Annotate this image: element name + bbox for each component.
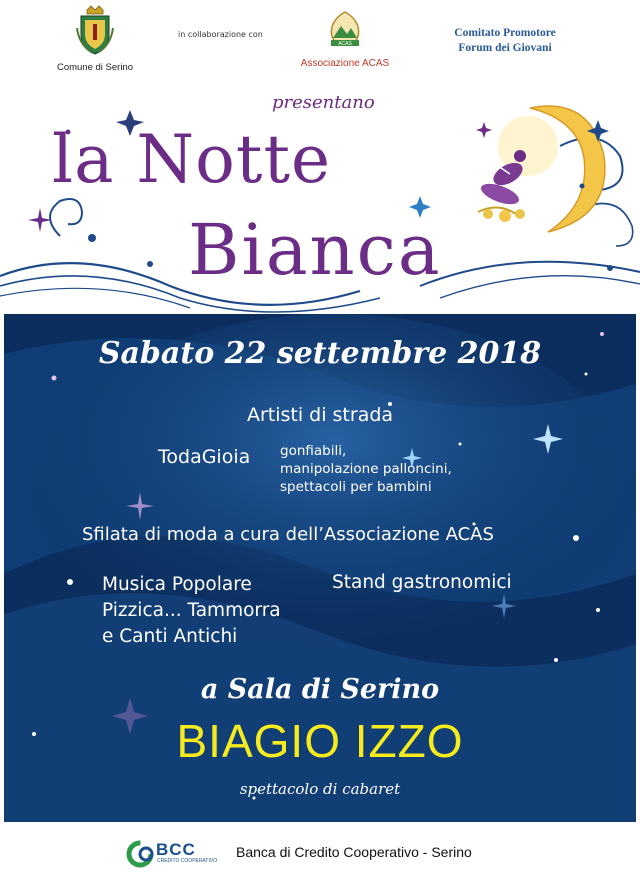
presentano-text: presentano [272,92,375,113]
artisti-di-strada: Artisti di strada [246,404,394,426]
coat-of-arms-icon [75,4,115,56]
todagioia-description [280,442,520,496]
comitato-line-2: Forum dei Giovani [458,42,552,54]
comune-label: Comune di Serino [56,62,134,73]
footer [0,822,640,882]
event-date: Sabato 22 settembre 2018 [98,336,542,371]
title-line-1: la Notte [52,121,332,198]
musica-popolare [102,572,342,650]
bcc-logo-subtext: CREDITO COOPERATIVO [157,858,218,864]
bank-name: Banca di Credito Cooperativo - Serino [236,844,472,860]
acas-emblem-text: ACAS [338,41,352,47]
headliner-subtitle: spettacolo di cabaret [239,780,401,798]
musica-line: e Canti Antichi [102,626,238,647]
swirl-dot-icon [147,261,153,267]
todagioia-desc-line: gonfiabili, [280,443,347,459]
venue: a Sala di Serino [200,674,440,705]
event-panel [4,314,636,822]
musica-line: Musica Popolare [102,574,252,595]
comitato-promotore [430,26,580,56]
musica-line: Pizzica... Tammorra [102,600,281,621]
todagioia-desc-line: manipolazione palloncini, [280,461,452,477]
headliner-name: BIAGIO IZZO [176,715,464,767]
header [0,0,640,86]
comitato-line-1: Comitato Promotore [454,27,556,39]
acas-logo [285,10,405,69]
sparkle-icon [476,122,492,138]
fairy-icon [462,142,526,222]
stand-gastronomici: Stand gastronomici [332,572,512,593]
sparkle-icon [28,208,52,232]
sfilata-di-moda: Sfilata di moda a cura dell’Associazione ACAS [82,524,494,545]
swirl-dot-icon [88,234,96,242]
acas-label: Associazione ACAS [300,58,390,69]
comune-logo [40,4,150,73]
title-zone [0,86,640,314]
bcc-logo-text: BCC [156,840,196,859]
title-line-2: Bianca [188,209,442,291]
todagioia-desc-line: spettacoli per bambini [280,479,432,495]
todagioia-name: TodaGioia [158,446,251,468]
acas-emblem-icon [323,10,367,50]
collaboration-text: in collaborazione con [178,30,263,39]
swirl-dot-icon [607,265,613,271]
